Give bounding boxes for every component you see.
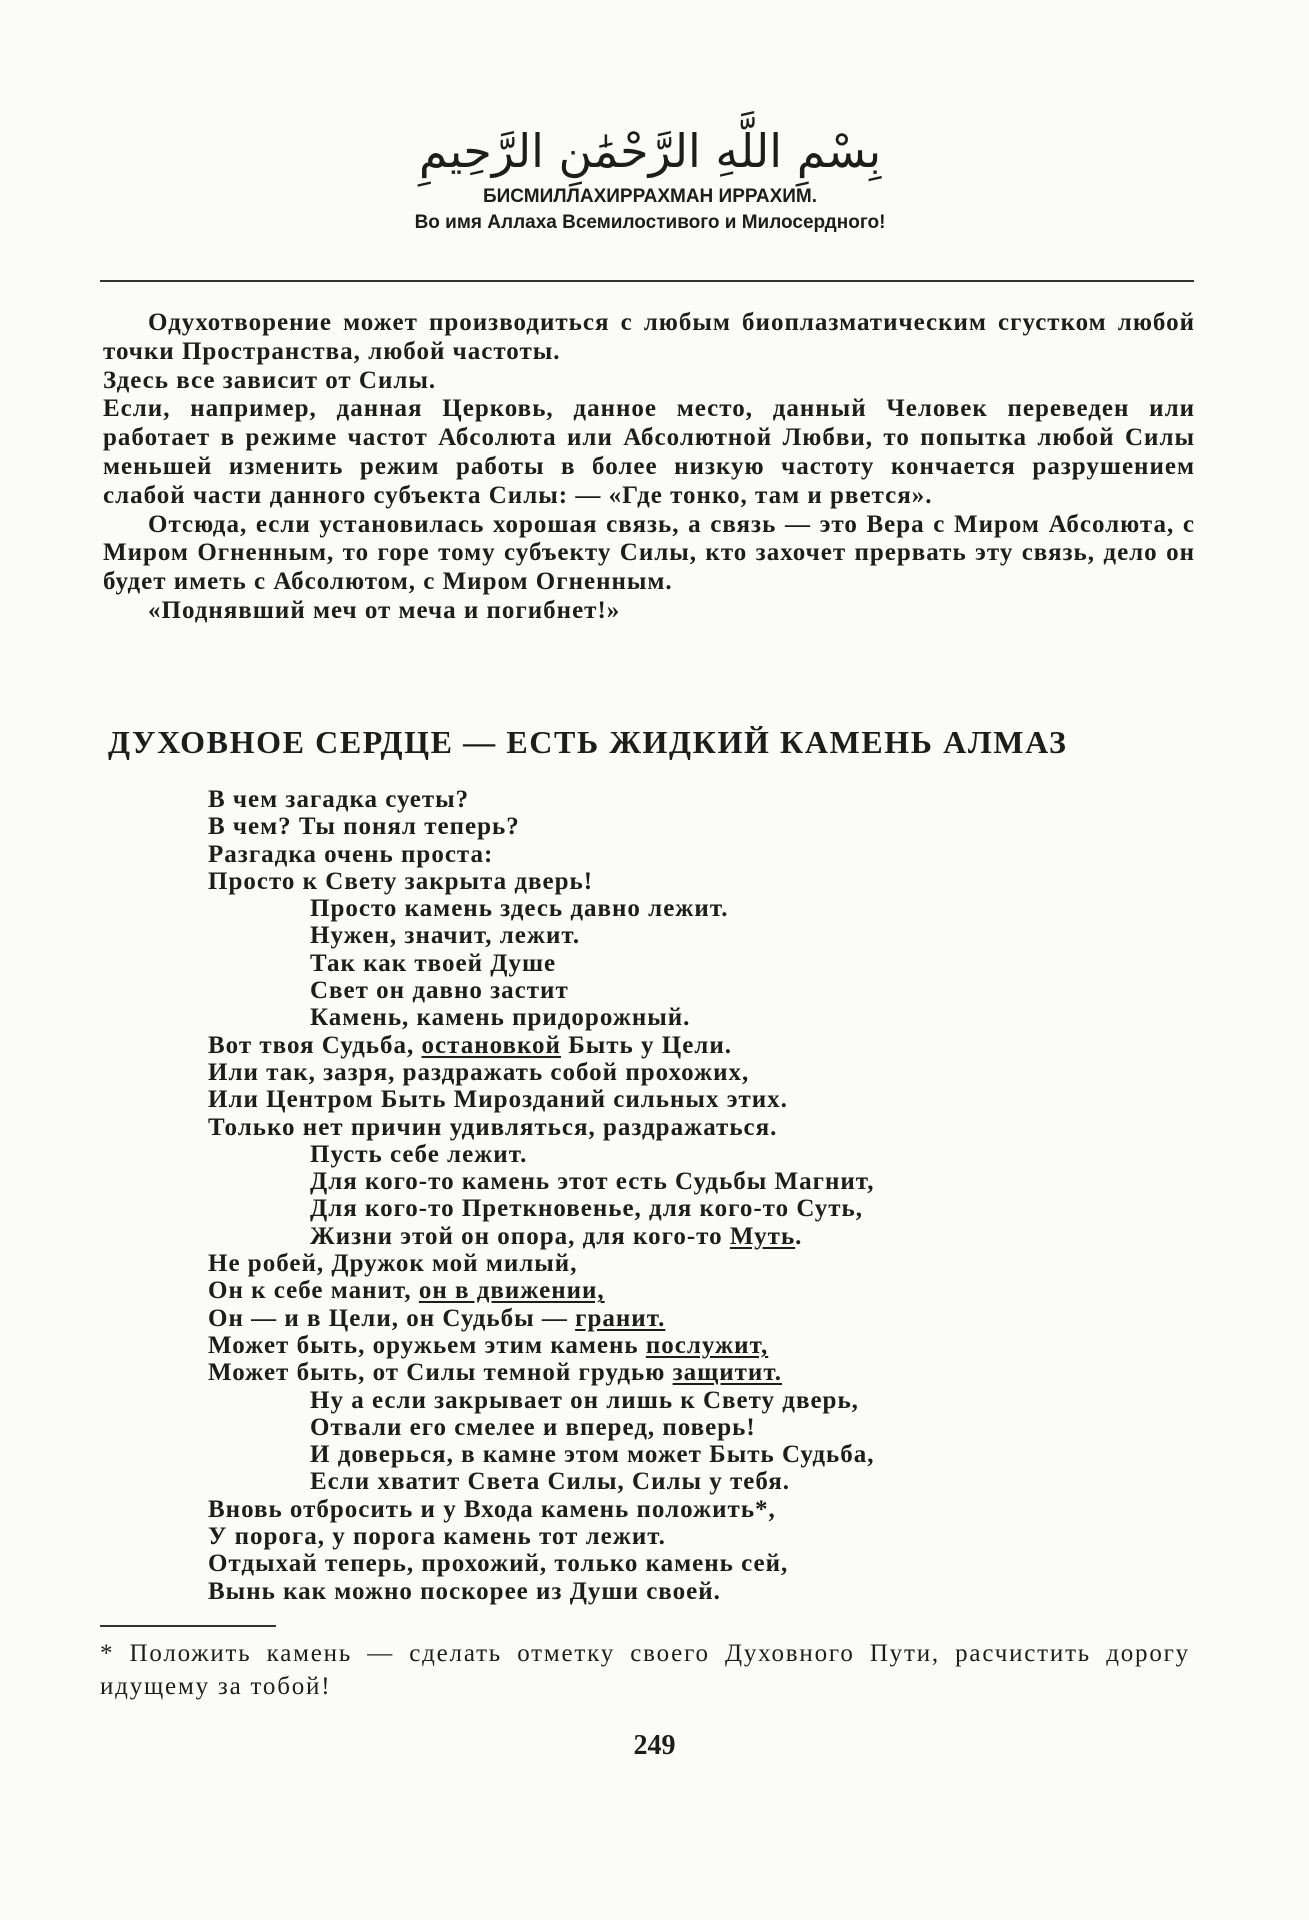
poem-line: Для кого-то Преткновенье, для кого-то Суть, [310, 1195, 864, 1223]
poem-text: Может быть, от Силы темной грудью [208, 1359, 673, 1387]
poem-line: Если хватит Света Силы, Силы у тебя. [310, 1468, 791, 1496]
paragraph: «Поднявший меч от меча и погибнет!» [148, 596, 621, 624]
poem-line: Так как твоей Душе [310, 949, 557, 977]
poem-line: Или так, зазря, раздражать собой прохожих, [208, 1058, 750, 1086]
underlined-word: гранит. [575, 1304, 666, 1332]
poem-text: Вот твоя Судьба, [208, 1031, 422, 1059]
poem-text: Он — и в Цели, он Судьбы — [208, 1304, 576, 1332]
poem-line: Просто камень здесь давно лежит. [310, 895, 729, 923]
poem-line: Ну а если закрывает он лишь к Свету дверь, [310, 1386, 859, 1414]
basmala-translation: Во имя Аллаха Всемилостивого и Милосердного! [414, 212, 886, 233]
poem-line: В чем? Ты понял теперь? [208, 813, 520, 841]
paragraph: Одухотворение может производиться с любым биоплазматическим сгустком любой точки Пространства, любой частоты. [103, 309, 1195, 365]
poem-line: И доверься, в камне этом может Быть Судьба, [310, 1441, 875, 1469]
poem-line: Отдыхай теперь, прохожий, только камень сей, [208, 1550, 789, 1578]
underlined-word: остановкой [421, 1031, 561, 1059]
underlined-word: он в движении, [418, 1277, 605, 1305]
paragraph: Отсюда, если установилась хорошая связь, а связь — это Вера с Миром Абсолюта, с Миром Огненным, то горе тому субъекту Силы, кто захочет прервать эту связь, дело он будет иметь с Абсолютом, с Миром Огненным. [103, 510, 1195, 596]
footnote: * Положить камень — сделать отметку своего Духовного Пути, расчистить дорогу идущему за тобой! [100, 1640, 1190, 1700]
poem-line [208, 1359, 1198, 1386]
paragraph: Если, например, данная Церковь, данное место, данный Человек переведен или работает в режиме частот Абсолюта или Абсолютной Любви, то попытка любой Силы меньшей изменить режим работы в более низкую частоту кончается разрушением слабой части данного субъекта Силы: — «Где тонко, там и рвется». [103, 395, 1195, 509]
poem-text: . [795, 1222, 803, 1250]
poem-line [208, 1032, 1198, 1059]
poem-line: Пусть себе лежит. [310, 1140, 528, 1168]
basmala-calligraphy: بِسْمِ اللَّهِ الرَّحْمَٰنِ الرَّحِيمِ [418, 124, 882, 178]
poem-line: Для кого-то камень этот есть Судьбы Магнит, [310, 1168, 875, 1196]
poem-line: Только нет причин удивляться, раздражаться. [208, 1113, 778, 1141]
poem-line: У порога, у порога камень тот лежит. [208, 1523, 666, 1551]
poem-line: Свет он давно застит [310, 977, 569, 1005]
poem-line: В чем загадка суеты? [208, 786, 470, 813]
underlined-word: защитит. [672, 1359, 782, 1387]
poem-line: Разгадка очень проста: [208, 840, 494, 868]
poem-line: Просто к Свету закрыта дверь! [208, 867, 594, 895]
poem-line: Вновь отбросить и у Входа камень положить*, [208, 1495, 776, 1523]
poem-line: Вынь как можно поскорее из Души своей. [208, 1577, 721, 1605]
poem-line [208, 1277, 1198, 1304]
poem-text: Жизни этой он опора, для кого-то [310, 1222, 730, 1250]
underlined-word: послужит, [645, 1331, 769, 1359]
poem-line: Камень, камень придорожный. [310, 1004, 691, 1032]
poem-text: Он к себе манит, [208, 1277, 419, 1305]
poem-text: Быть у Цели. [560, 1031, 732, 1059]
poem [208, 786, 1198, 1605]
poem-line [208, 1332, 1198, 1359]
poem-text: Может быть, оружьем этим камень [208, 1331, 646, 1359]
intro-text [103, 309, 1195, 626]
basmala-transliteration: БИСМИЛЛАХИРРАХМАН ИРРАХИМ. [482, 186, 818, 207]
section-heading: ДУХОВНОЕ СЕРДЦЕ — ЕСТЬ ЖИДКИЙ КАМЕНЬ АЛМАЗ [108, 724, 1068, 760]
paragraph: Здесь все зависит от Силы. [103, 366, 437, 394]
poem-line: Нужен, значит, лежит. [310, 922, 581, 950]
poem-line [208, 1305, 1198, 1332]
header-divider [100, 280, 1194, 282]
poem-line: Отвали его смелее и вперед, поверь! [310, 1413, 756, 1441]
page-header [100, 118, 1200, 236]
footnote-divider [100, 1625, 276, 1627]
poem-line: Или Центром Быть Мирозданий сильных этих. [208, 1086, 788, 1114]
page-number: 249 [633, 1730, 676, 1761]
poem-line [208, 1223, 1198, 1250]
poem-line: Не робей, Дружок мой милый, [208, 1250, 578, 1278]
underlined-word: Муть [729, 1222, 796, 1250]
